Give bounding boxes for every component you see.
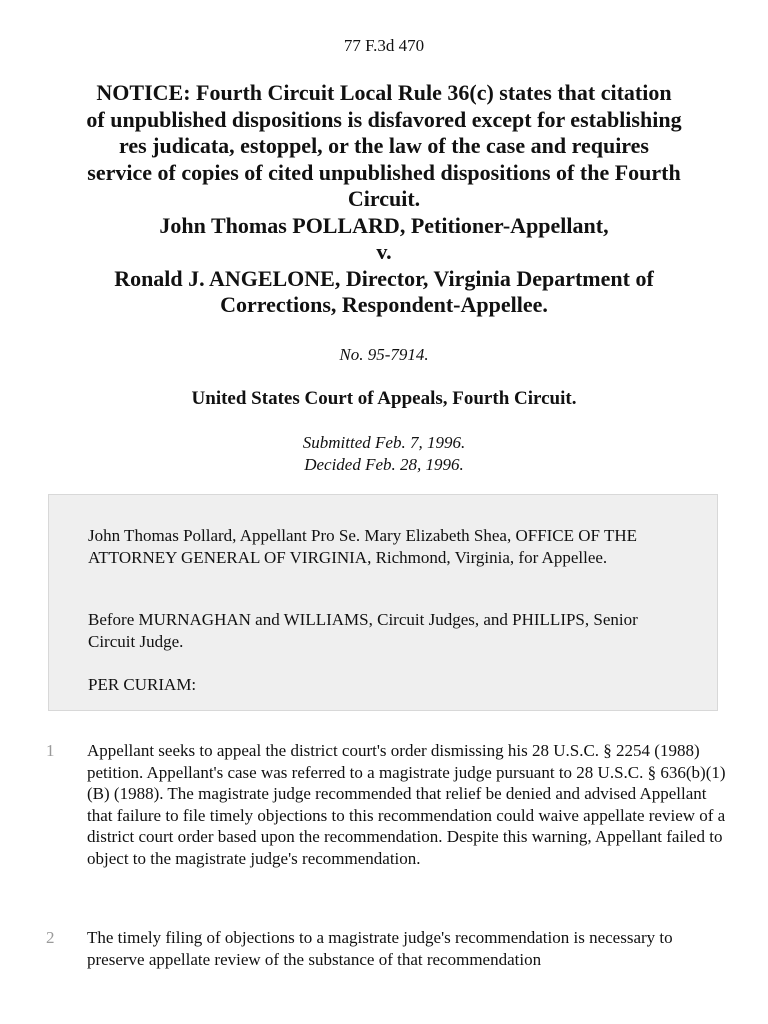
case-caption bbox=[40, 80, 728, 319]
paragraph-number: 2 bbox=[46, 928, 55, 947]
paragraph-number: 1 bbox=[46, 741, 55, 760]
notice-line: res judicata, estoppel, or the law of the case and requires bbox=[118, 133, 649, 158]
paragraph-text: The timely filing of objections to a magistrate judge's recommendation is necessary to preserve appellate review of the substance of that recommendation bbox=[87, 928, 673, 969]
petitioner-name: John Thomas POLLARD, Petitioner-Appellant, bbox=[159, 212, 609, 238]
notice-line: Circuit. bbox=[347, 186, 421, 211]
notice-line: NOTICE: Fourth Circuit Local Rule 36(c) states that citation bbox=[96, 80, 672, 105]
decided-date: Decided Feb. 28, 1996. bbox=[304, 455, 464, 474]
paragraph-text: Appellant seeks to appeal the district court's order dismissing his 28 U.S.C. § 2254 (1988) petition. Appellant's case was referred to a magistrate judge pursuant to 28 U.S.C. § 636(b)(1)(B) (1988). The magistrate judge recommended that relief be denied and advised Appellant that failure to file timely objections to this recommendation could waive appellate review of a district court order based upon the recommendation. Despite this warning, Appellant failed to object to the magistrate judge's recommendation. bbox=[87, 741, 726, 868]
notice-line: of unpublished dispositions is disfavored except for establishing bbox=[86, 106, 682, 132]
court-name: United States Court of Appeals, Fourth Circuit. bbox=[191, 388, 577, 409]
counsel-text: John Thomas Pollard, Appellant Pro Se. Mary Elizabeth Shea, OFFICE OF THE ATTORNEY GENERAL OF VIRGINIA, Richmond, Virginia, for Appellee. bbox=[88, 526, 637, 567]
panel-text: Before MURNAGHAN and WILLIAMS, Circuit Judges, and PHILLIPS, Senior Circuit Judge. bbox=[88, 610, 638, 651]
notice-line: service of copies of cited unpublished dispositions of the Fourth bbox=[87, 159, 681, 185]
case-summary-box bbox=[48, 494, 718, 711]
docket-number: No. 95-7914. bbox=[339, 345, 429, 364]
submitted-date: Submitted Feb. 7, 1996. bbox=[302, 433, 466, 452]
reporter-citation: 77 F.3d 470 bbox=[343, 36, 425, 55]
respondent-line: Corrections, Respondent-Appellee. bbox=[220, 292, 548, 317]
versus: v. bbox=[376, 239, 392, 264]
respondent-line: Ronald J. ANGELONE, Director, Virginia Department of bbox=[114, 265, 654, 291]
case-dates bbox=[0, 432, 768, 476]
per-curiam-label: PER CURIAM: bbox=[88, 675, 197, 694]
